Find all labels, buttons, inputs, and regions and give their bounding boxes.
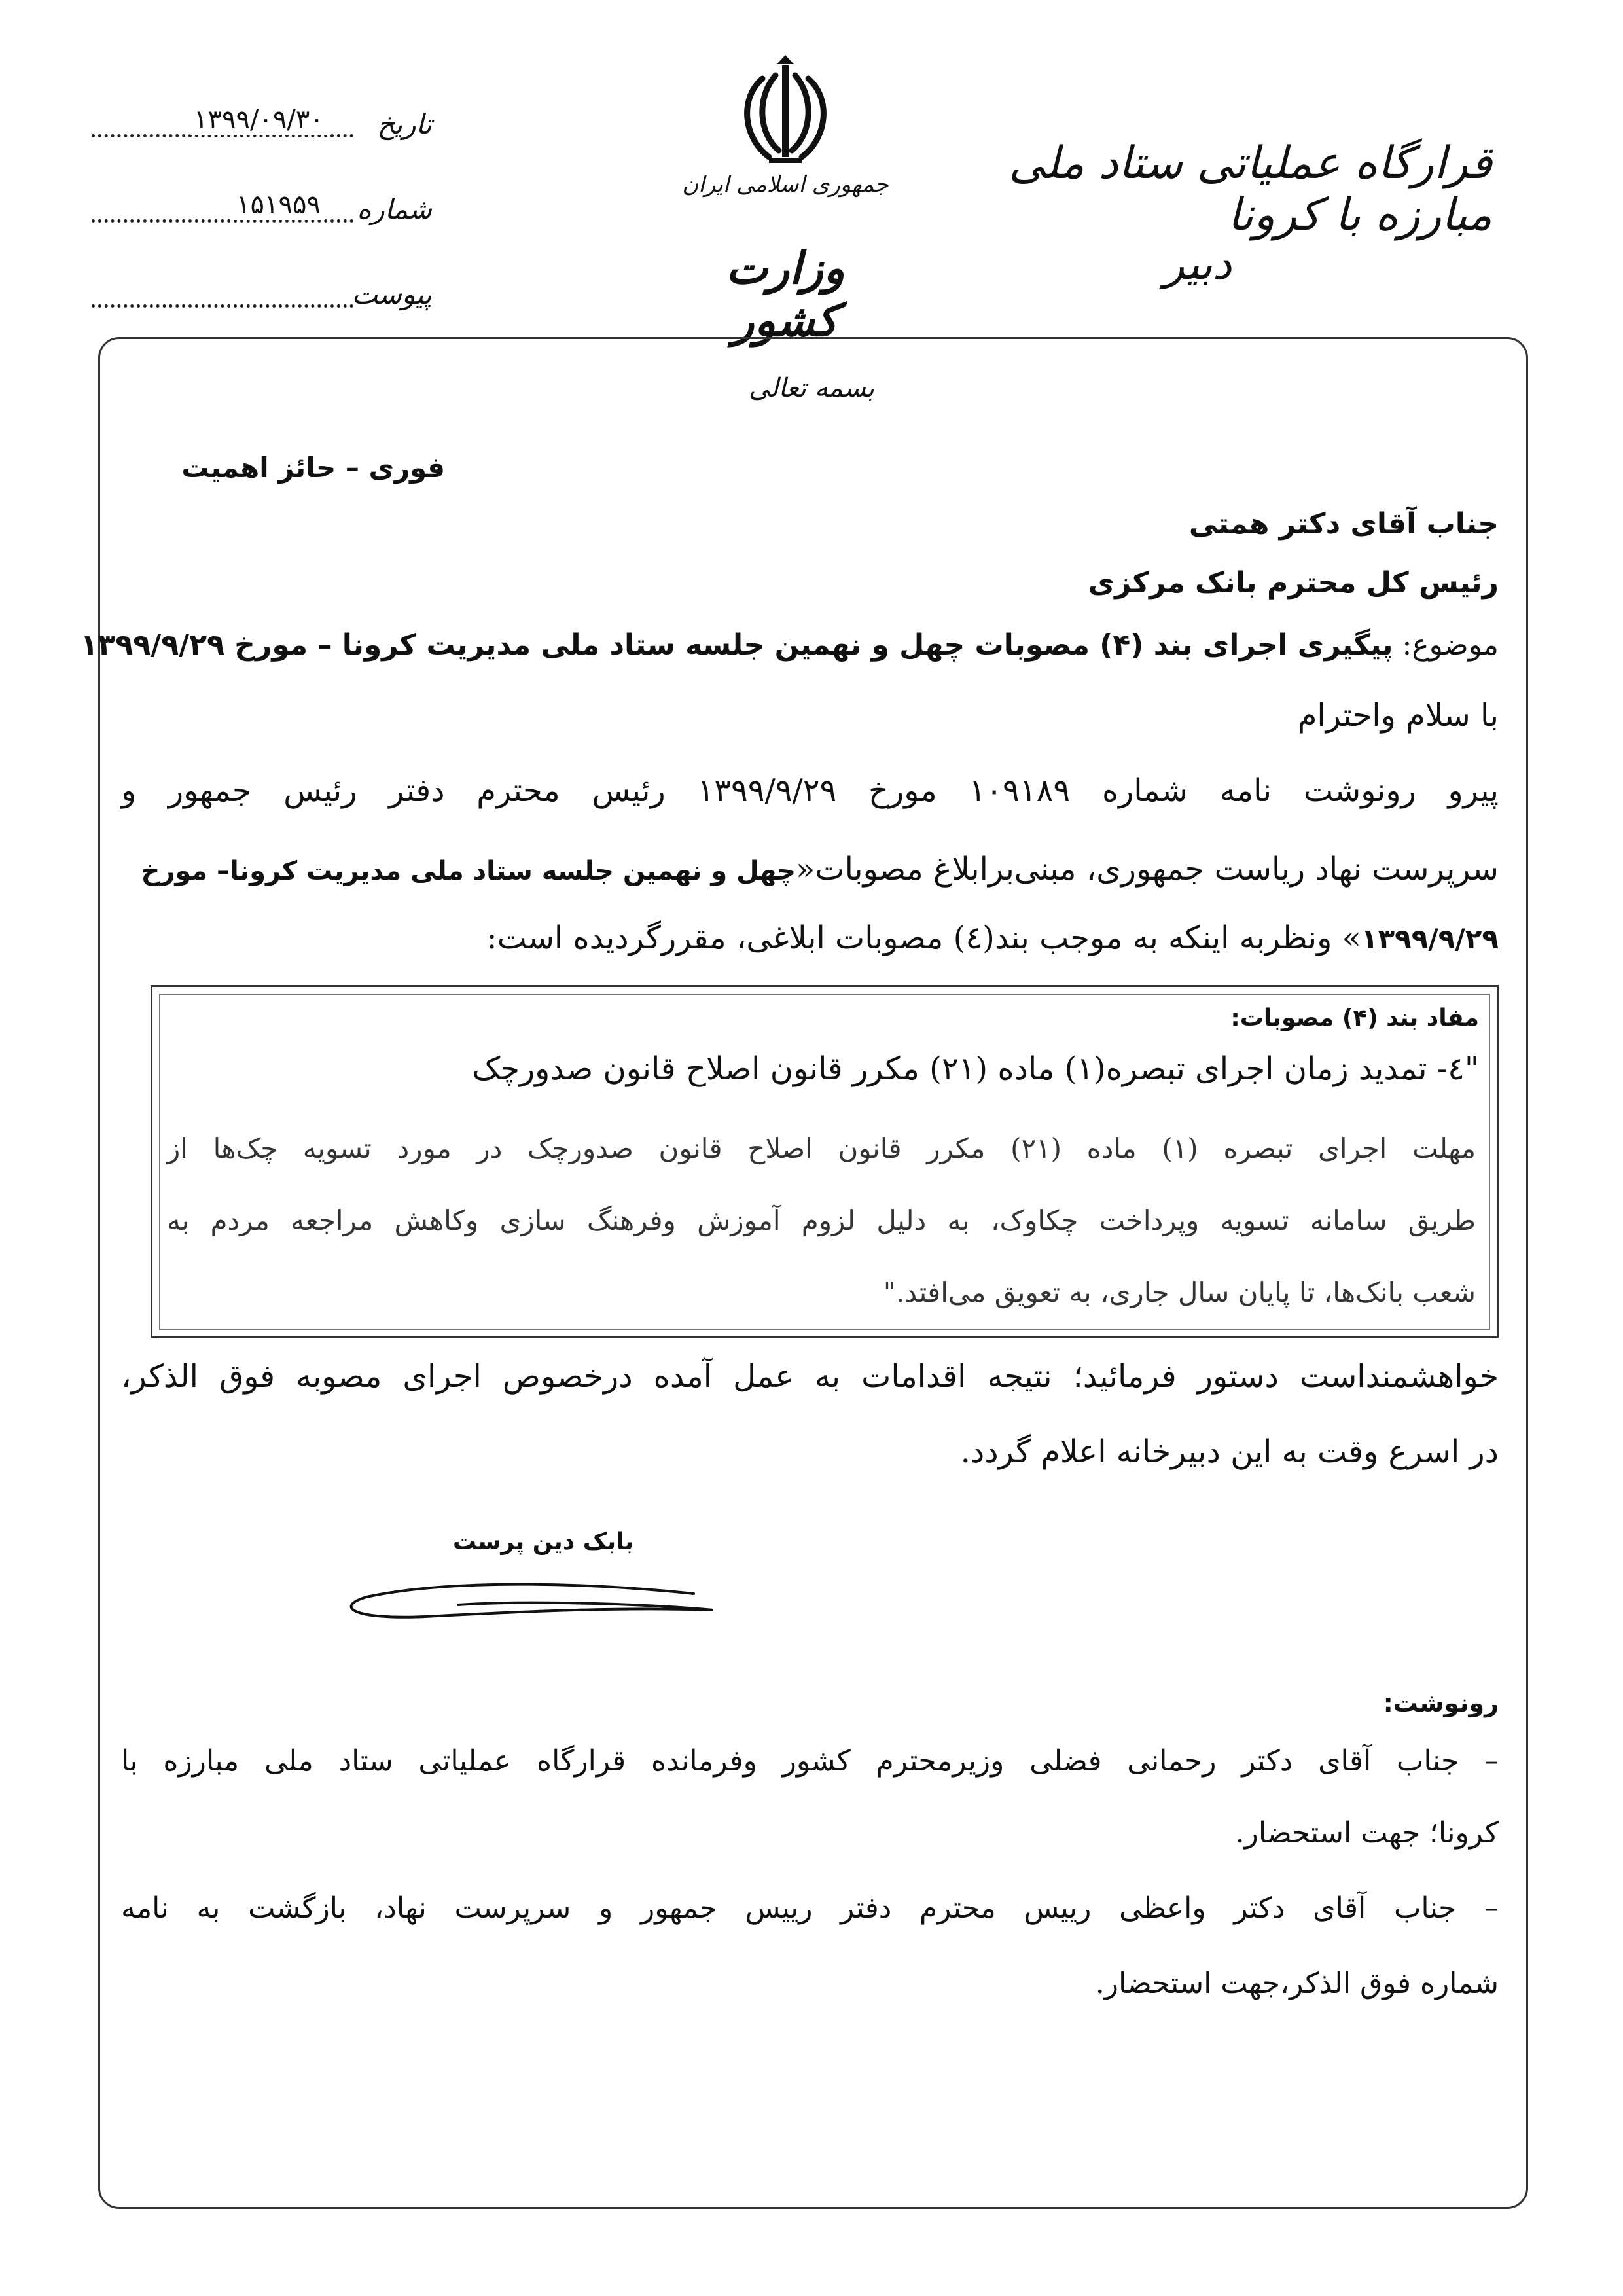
recipient-title: رئیس کل محترم بانک مرکزی bbox=[1088, 566, 1499, 600]
cc1-line-2: کرونا؛ جهت استحضار. bbox=[1235, 1816, 1499, 1850]
attachment-label: پیوست bbox=[351, 278, 432, 310]
cc2-line-1: – جناب آقای دکتر واعظی رییس محترم دفتر رییس جمهور و سرپرست نهاد، بازگشت به نامه bbox=[121, 1892, 1499, 1925]
date-row bbox=[92, 105, 432, 144]
subject-line bbox=[80, 628, 1499, 662]
body-line-3-a: ۱۳۹۹/۹/۲۹ bbox=[1361, 923, 1499, 955]
number-row bbox=[92, 190, 432, 229]
ministry-name: وزارت کشور bbox=[726, 242, 845, 347]
body-line-2-a: سرپرست نهاد ریاست جمهوری، مبنی‌برابلاغ مصوبات« bbox=[796, 851, 1499, 888]
hq-subtitle: دبیر bbox=[1163, 239, 1232, 289]
cc-heading: رونوشت: bbox=[1383, 1689, 1499, 1717]
signatory-name: بابک دین پرست bbox=[452, 1528, 634, 1555]
number-value: ۱۵۱۹۵۹ bbox=[232, 190, 325, 220]
body-line-2 bbox=[121, 851, 1499, 888]
quote-line-2: طریق سامانه تسویه وپرداخت چکاوک، به دلیل لزوم آموزش وفرهنگ سازی وکاهش مراجعه مردم به bbox=[167, 1204, 1476, 1236]
attachment-dots bbox=[92, 304, 353, 308]
urgency-label: فوری – حائز اهمیت bbox=[181, 452, 445, 484]
hq-title: قرارگاه عملیاتی ستاد ملی مبارزه با کرونا bbox=[1008, 137, 1492, 241]
date-label: تاریخ bbox=[377, 108, 432, 140]
request-line-2: در اسرع وقت به این دبیرخانه اعلام گردد. bbox=[960, 1433, 1499, 1470]
body-line-3 bbox=[121, 920, 1499, 956]
iran-emblem-icon bbox=[730, 52, 841, 170]
quote-title: "٤- تمدید زمان اجرای تبصره(١) ماده (٢١) مکرر قانون اصلاح قانون صدورچک bbox=[472, 1050, 1479, 1087]
body-line-2-b: چهل و نهمین جلسه ستاد ملی مدیریت کرونا– مورخ bbox=[141, 856, 796, 886]
signature-scribble-icon bbox=[327, 1558, 720, 1623]
recipient-name: جناب آقای دکتر همتی bbox=[1188, 507, 1499, 541]
number-label: شماره bbox=[357, 193, 432, 225]
quote-heading: مفاد بند (۴) مصوبات: bbox=[1230, 1005, 1479, 1031]
body-line-1: پیرو رونوشت نامه شماره ۱۰۹۱۸۹ مورخ ۱۳۹۹/۹/۲۹ رئیس محترم دفتر رئیس جمهور و bbox=[121, 772, 1499, 809]
date-value: ۱۳۹۹/۰۹/۳۰ bbox=[190, 105, 328, 135]
basmala: بسمه تعالی bbox=[748, 373, 875, 403]
cc2-line-2: شماره فوق الذکر،جهت استحضار. bbox=[1095, 1967, 1499, 2000]
subject-label: موضوع: bbox=[1402, 628, 1499, 662]
request-line-1: خواهشمنداست دستور فرمائید؛ نتیجه اقدامات به عمل آمده درخصوص اجرای مصوبه فوق الذکر، bbox=[121, 1358, 1499, 1395]
cc1-line-1: – جناب آقای دکتر رحمانی فضلی وزیرمحترم کشور وفرمانده قرارگاه عملیاتی ستاد ملی مبارزه با bbox=[121, 1744, 1499, 1778]
greeting: با سلام واحترام bbox=[1297, 697, 1499, 734]
emblem-caption: جمهوری اسلامی ایران bbox=[682, 171, 889, 198]
quote-line-1: مهلت اجرای تبصره (١) ماده (٢١) مکرر قانون اصلاح قانون صدورچک در مورد تسویه چک‌ها از bbox=[167, 1132, 1476, 1164]
body-line-3-b: » ونظربه اینکه به موجب بند(٤) مصوبات ابلاغی، مقررگردیده است: bbox=[486, 920, 1361, 956]
subject-text: پیگیری اجرای بند (۴) مصوبات چهل و نهمین جلسه ستاد ملی مدیریت کرونا – مورخ ۱۳۹۹/۹/۲۹ bbox=[80, 628, 1393, 662]
attachment-row bbox=[92, 275, 432, 314]
quote-line-3: شعب بانک‌ها، تا پایان سال جاری، به تعویق می‌افتد." bbox=[883, 1276, 1476, 1308]
